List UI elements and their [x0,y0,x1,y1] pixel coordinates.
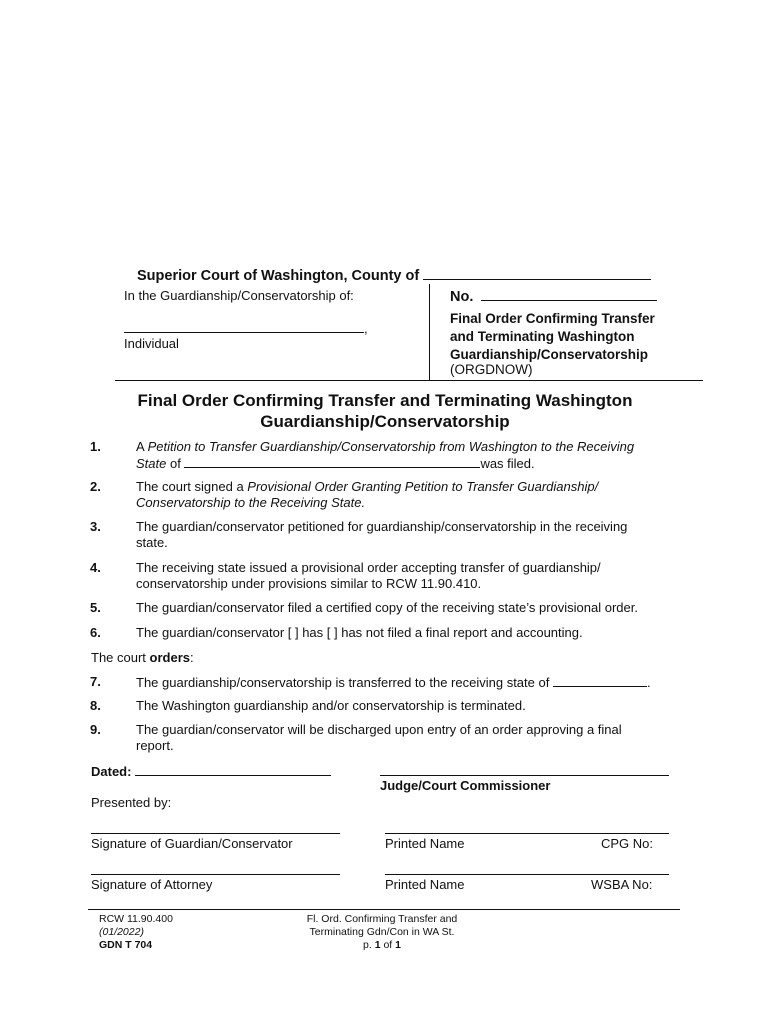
list-item-9 [90,722,690,756]
item-number: 3. [90,519,101,534]
dated-row [91,762,331,779]
caption-title-line-1: Final Order Confirming Transfer [450,311,655,326]
item-text-line: conservatorship under provisions similar to RCW 11.90.410. [136,576,482,591]
item-text: The guardian/conservator filed a certified copy of the receiving state’s provisional order. [136,600,638,615]
caption-title-line-3: Guardianship/Conservatorship [450,347,649,362]
list-item-6 [90,625,690,643]
wsba-number-label: WSBA No: [591,877,653,892]
item-number: 6. [90,625,101,640]
item-text-part: A [136,439,148,454]
footer-rule [88,909,680,910]
judge-label: Judge/Court Commissioner [380,778,551,793]
guardian-signature-line[interactable] [91,833,340,834]
list-item-2 [90,479,690,513]
item-number: 5. [90,600,101,615]
item-number: 7. [90,674,101,689]
item-text-part: The court signed a [136,479,248,494]
order-title: Provisional Order Granting Petition to Transfer Guardianship/ [247,479,599,494]
county-field[interactable] [423,265,651,280]
item-text: The Washington guardianship and/or conservatorship is terminated. [136,698,526,713]
page-current: 1 [374,939,381,951]
page-of: of [380,939,396,951]
party-name-line [124,320,368,336]
date-field[interactable] [135,762,331,776]
court-orders-label [91,650,194,665]
caption-document-title [450,310,700,364]
footer-revision-date: (01/2022) [99,926,144,938]
page-prefix: p. [363,939,375,951]
attorney-printed-name-line[interactable] [385,874,669,875]
item-number: 2. [90,479,101,494]
main-heading-line-2: Guardianship/Conservatorship [260,412,510,431]
item-number: 4. [90,560,101,575]
footer-title-line-1: Fl. Ord. Confirming Transfer and [306,913,458,925]
item-text-end: . [646,675,651,690]
item-text [136,674,686,691]
order-title-end: Conservatorship to the Receiving State. [136,495,366,510]
main-heading-line-1: Final Order Confirming Transfer and Terminating Washington [137,391,633,410]
guardian-printed-name-label: Printed Name [385,836,465,851]
caption-rule [115,380,703,381]
item-text-line: state. [136,535,168,550]
item-number: 9. [90,722,101,737]
item-text-line: The guardian/conservator will be discharged upon entry of an order approving a final [136,722,622,737]
item-text [136,560,686,592]
in-the-matter-label: In the Guardianship/Conservatorship of: [124,288,354,303]
court-title [137,265,651,284]
presented-by-label: Presented by: [91,795,172,810]
judge-signature-line[interactable] [380,775,669,776]
item-text [136,519,686,551]
item-text: The guardian/conservator [ ] has [ ] has not filed a final report and accounting. [136,625,583,640]
main-heading [90,390,680,432]
item-number: 8. [90,698,101,713]
item-number: 1. [90,439,101,454]
attorney-signature-line[interactable] [91,874,340,875]
petition-title: Petition to Transfer Guardianship/Conservatorship from Washington to the Receiving [147,439,635,454]
footer-rcw: RCW 11.90.400 [99,913,173,925]
caption-title-line-2: and Terminating Washington [450,329,635,344]
list-item-8 [90,698,690,716]
transfer-state-field[interactable] [553,674,647,687]
footer-page-number [262,939,502,952]
cpg-number-label: CPG No: [601,836,654,851]
case-number-label: No. [450,289,474,305]
petition-title-end: State [136,456,167,471]
guardian-signature-label: Signature of Guardian/Conservator [91,836,293,851]
list-item-1 [90,439,690,473]
caption-document-code: (ORGDNOW) [450,362,533,377]
orders-prefix: The court [91,650,150,665]
caption-divider [429,284,430,380]
item-text-line: The receiving state issued a provisional order accepting transfer of guardianship/ [136,560,601,575]
item-text-line: The guardianship/conservatorship is transferred to the receiving state of [136,675,553,690]
party-comma: , [364,321,368,336]
list-item-3 [90,519,690,553]
page-total: 1 [395,939,401,951]
individual-label: Individual [124,336,179,351]
item-text [136,722,686,754]
item-text [136,479,686,511]
receiving-state-field[interactable] [184,455,480,468]
list-item-5 [90,600,690,618]
footer-title-line-2: Terminating Gdn/Con in WA St. [309,926,455,938]
attorney-printed-name-label: Printed Name [385,877,465,892]
guardian-printed-name-line[interactable] [385,833,669,834]
party-name-field[interactable] [124,320,364,333]
footer-title [262,913,502,952]
case-number [450,287,657,305]
case-number-field[interactable] [481,287,657,301]
attorney-signature-label: Signature of Attorney [91,877,213,892]
orders-suffix: : [190,650,194,665]
orders-word: orders [149,650,190,665]
item-text-part: was filed. [480,456,535,471]
list-item-7 [90,674,690,692]
item-text [136,439,686,472]
item-text-part: of [166,456,185,471]
court-title-text: Superior Court of Washington, County of [137,268,420,284]
item-text-line: The guardian/conservator petitioned for guardianship/conservatorship in the receiving [136,519,628,534]
footer-form-number: GDN T 704 [99,939,153,951]
dated-label: Dated: [91,764,132,779]
list-item-4 [90,560,690,594]
footer-form-info [99,913,173,952]
item-text-line: report. [136,738,174,753]
